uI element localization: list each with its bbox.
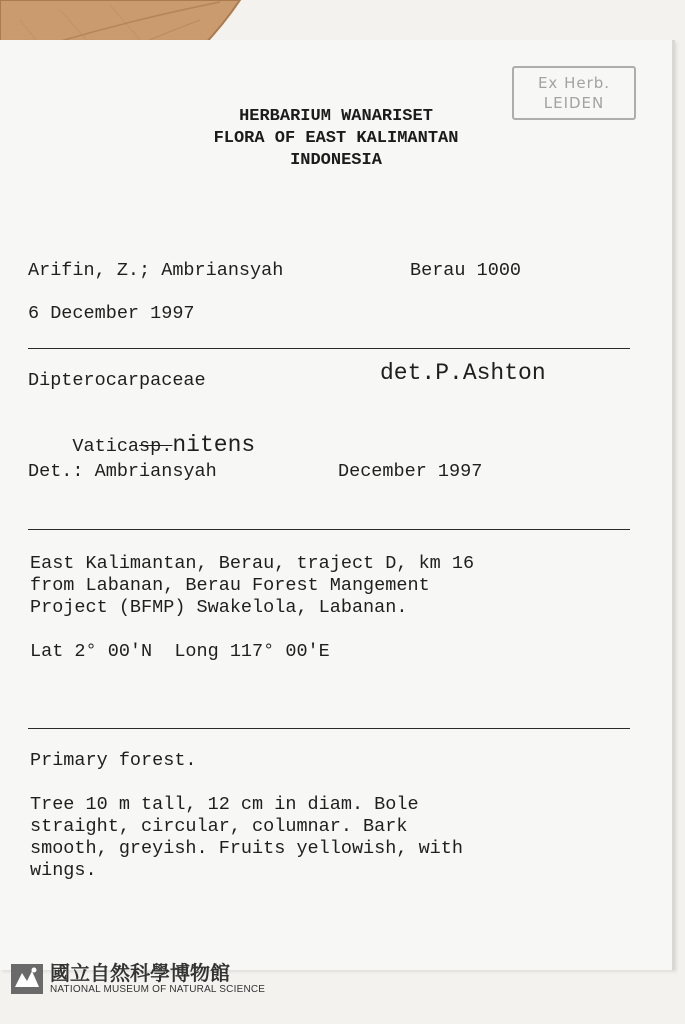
herbarium-name: HERBARIUM WANARISET — [239, 107, 433, 126]
country: INDONESIA — [290, 151, 382, 170]
collection-date: 6 December 1997 — [28, 303, 195, 324]
determiner: Det.: Ambriansyah — [28, 461, 217, 482]
coordinates: Lat 2° 00'N Long 117° 00'E — [30, 641, 330, 662]
divider — [28, 529, 630, 530]
collection-number: Berau 1000 — [410, 260, 522, 281]
struck-text: sp. — [139, 436, 173, 457]
det-annotation: det.P.Ashton — [380, 360, 546, 386]
description-line-4: wings. — [30, 860, 97, 881]
locality-line-1: East Kalimantan, Berau, traject D, km 16 — [30, 553, 475, 574]
species-epithet: nitens — [172, 432, 256, 458]
leiden-herbarium-stamp — [512, 66, 636, 120]
divider — [28, 728, 630, 729]
habitat: Primary forest. — [30, 750, 197, 771]
locality-line-3: Project (BFMP) Swakelola, Labanan. — [30, 597, 408, 618]
museum-name-chinese: 國立自然科學博物館 — [50, 961, 230, 985]
description-line-3: smooth, greyish. Fruits yellowish, with — [30, 838, 463, 859]
museum-name-english: NATIONAL MUSEUM OF NATURAL SCIENCE — [50, 984, 266, 995]
description-line-2: straight, circular, columnar. Bark — [30, 816, 408, 837]
collectors: Arifin, Z.; Ambriansyah — [28, 260, 284, 281]
flora-region: FLORA OF EAST KALIMANTAN — [213, 129, 459, 148]
divider — [28, 348, 630, 349]
museum-footer — [10, 962, 265, 996]
determination-date: December 1997 — [338, 461, 483, 482]
museum-logo-icon — [10, 963, 44, 995]
family: Dipterocarpaceae — [28, 370, 206, 391]
stamp-line-2: LEIDEN — [543, 94, 605, 112]
description-line-1: Tree 10 m tall, 12 cm in diam. Bole — [30, 794, 419, 815]
herbarium-label — [0, 40, 675, 970]
stamp-line-1: Ex Herb. — [537, 74, 611, 92]
genus: Vatica — [72, 436, 140, 457]
locality-line-2: from Labanan, Berau Forest Mangement — [30, 575, 430, 596]
